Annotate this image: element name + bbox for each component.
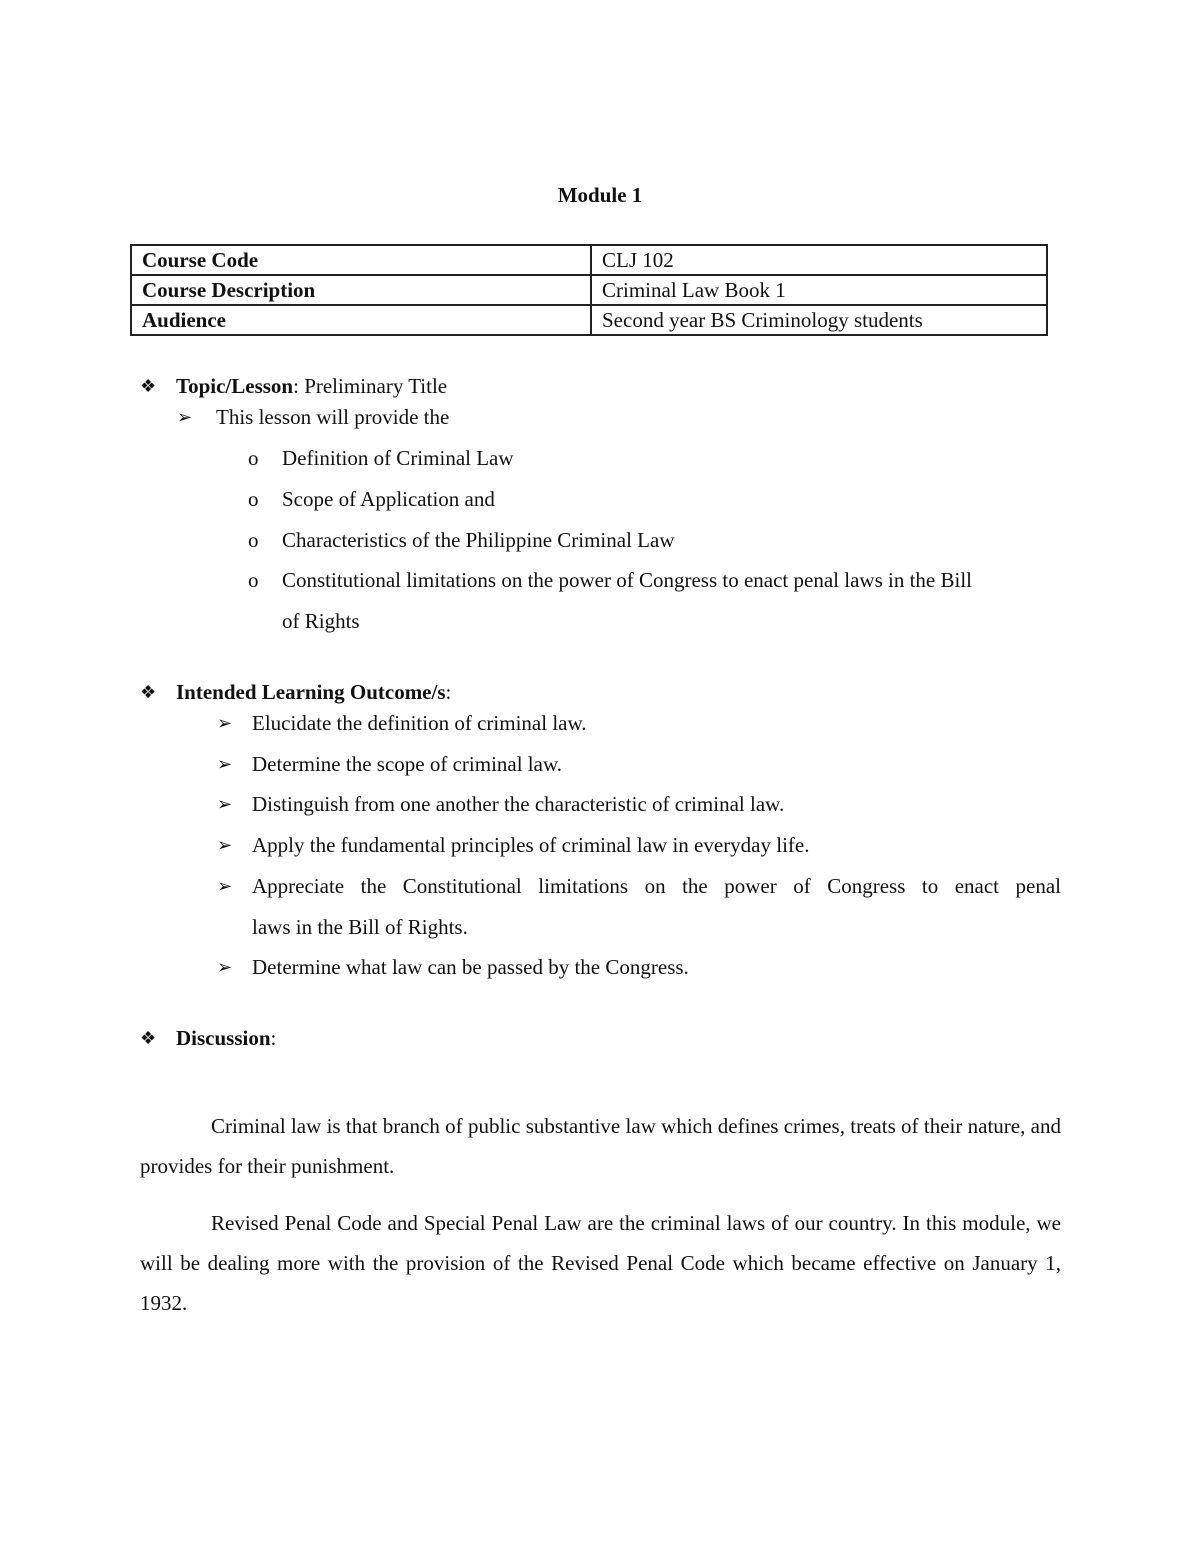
module-title: Module 1 [557,183,643,207]
outcome-item-continuation: laws in the Bill of Rights. [252,915,468,939]
course-description-label: Course Description [131,275,591,305]
audience-label: Audience [131,305,591,335]
topic-item: Characteristics of the Philippine Criminal Law [282,528,675,552]
topic-item: Scope of Application and [282,487,495,511]
diamond-bullet-icon: ❖ [140,376,157,396]
topic-item: Definition of Criminal Law [282,446,514,470]
arrow-bullet-icon: ➢ [217,794,233,814]
circle-bullet-icon: o [248,528,259,552]
topic-label: Topic/Lesson [176,374,294,398]
arrow-bullet-icon: ➢ [217,876,233,896]
outcome-item: Determine what law can be passed by the Congress. [252,955,689,979]
topic-intro: This lesson will provide the [216,405,450,429]
outcome-item: Determine the scope of criminal law. [252,752,563,776]
discussion-paragraph [140,1106,1061,1186]
arrow-bullet-icon: ➢ [217,713,233,733]
outcomes-heading [176,680,451,705]
arrow-bullet-icon: ➢ [217,754,233,774]
diamond-bullet-icon: ❖ [140,1028,157,1048]
topic-heading [176,374,447,399]
topic-item: Constitutional limitations on the power of Congress to enact penal laws in the Bill [282,568,972,592]
outcomes-colon: : [445,680,452,704]
paragraph-text: Revised Penal Code and Special Penal Law are the criminal laws of our country. In this module, we will be dealing more with the provision of the Revised Penal Code which became effective on January 1, 1932. [140,1211,1061,1315]
discussion-heading [176,1026,276,1051]
outcome-item: Appreciate the Constitutional limitations on the power of Congress to enact penal [252,874,1061,898]
course-code-value: CLJ 102 [591,245,1047,275]
discussion-colon: : [270,1026,277,1050]
arrow-bullet-icon: ➢ [217,957,233,977]
discussion-paragraph [140,1203,1061,1323]
arrow-bullet-icon: ➢ [177,407,193,427]
course-info-table [130,244,1048,336]
outcome-item: Apply the fundamental principles of criminal law in everyday life. [252,833,810,857]
course-code-label: Course Code [131,245,591,275]
arrow-bullet-icon: ➢ [217,835,233,855]
audience-value: Second year BS Criminology students [591,305,1047,335]
topic-value: : Preliminary Title [293,374,448,398]
circle-bullet-icon: o [248,446,259,470]
circle-bullet-icon: o [248,568,259,592]
diamond-bullet-icon: ❖ [140,682,157,702]
table-row [131,245,1047,275]
table-row [131,305,1047,335]
circle-bullet-icon: o [248,487,259,511]
outcome-item: Distinguish from one another the characteristic of criminal law. [252,792,785,816]
outcomes-label: Intended Learning Outcome/s [176,680,446,704]
outcome-item: Elucidate the definition of criminal law. [252,711,587,735]
course-description-value: Criminal Law Book 1 [591,275,1047,305]
paragraph-text: Criminal law is that branch of public substantive law which defines crimes, treats of their nature, and provides for their punishment. [140,1114,1061,1178]
discussion-label: Discussion [176,1026,271,1050]
table-row [131,275,1047,305]
topic-item-continuation: of Rights [282,609,360,633]
